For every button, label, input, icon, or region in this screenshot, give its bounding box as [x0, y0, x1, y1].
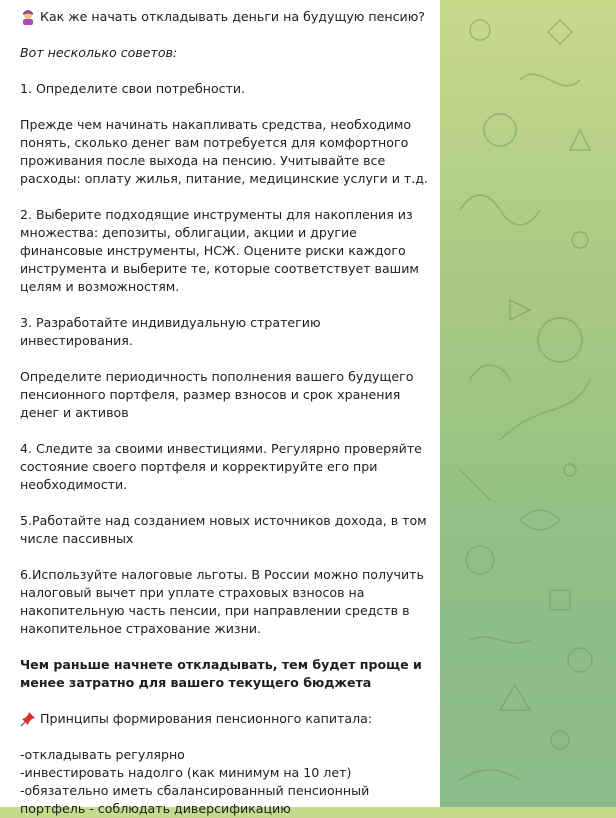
- step-3-text: Определите периодичность пополнения вашего будущего пенсионного портфеля, размер взносов и срок хранения денег и активов: [20, 369, 414, 420]
- step-2-text: 2. Выберите подходящие инструменты для накопления из множества: депозиты, облигации, акции и другие финансовые инструменты, НСЖ. Оцените риски каждого инструмента и выберите те, которые соответствует вашим целям и возможностям.: [20, 207, 419, 294]
- message-heading: [20, 8, 430, 26]
- woman-raising-hand-icon: [20, 9, 36, 25]
- principles-list: [20, 746, 430, 818]
- principles-heading: [20, 710, 430, 728]
- step-5-text: 5.Работайте над созданием новых источников дохода, в том числе пассивных: [20, 513, 427, 546]
- chat-wallpaper-doodles: [440, 0, 616, 807]
- step-4-text: 4. Следите за своими инвестициями. Регулярно проверяйте состояние своего портфеля и корректируйте его при необходимости.: [20, 441, 422, 492]
- step-6-text: 6.Используйте налоговые льготы. В России можно получить налоговый вычет при уплате страховых взносов на накопительную часть пенсии, при направлении средств в накопительное страхование жизни.: [20, 567, 424, 636]
- conclusion-text: Чем раньше начнете откладывать, тем будет проще и менее затратно для вашего текущего бюджета: [20, 657, 422, 690]
- message-intro: Вот несколько советов:: [20, 45, 178, 60]
- principle-item: -инвестировать надолго (как минимум на 10 лет): [20, 765, 352, 780]
- step-1-text: Прежде чем начинать накапливать средства, необходимо понять, сколько денег вам потребуется для комфортного проживания после выхода на пенсию. Учитывайте все расходы: оплату жилья, питание, медицинские услуги и т.д.: [20, 117, 428, 186]
- principles-title: Принципы формирования пенсионного капитала:: [40, 711, 373, 726]
- step-3-title: 3. Разработайте индивидуальную стратегию инвестирования.: [20, 315, 321, 348]
- message-title: Как же начать откладывать деньги на будущую пенсию?: [40, 9, 425, 24]
- principle-item: -обязательно иметь сбалансированный пенсионный портфель - соблюдать диверсификацию: [20, 783, 370, 816]
- pushpin-icon: [20, 711, 36, 727]
- principle-item: -откладывать регулярно: [20, 747, 185, 762]
- step-1-title: 1. Определите свои потребности.: [20, 81, 246, 96]
